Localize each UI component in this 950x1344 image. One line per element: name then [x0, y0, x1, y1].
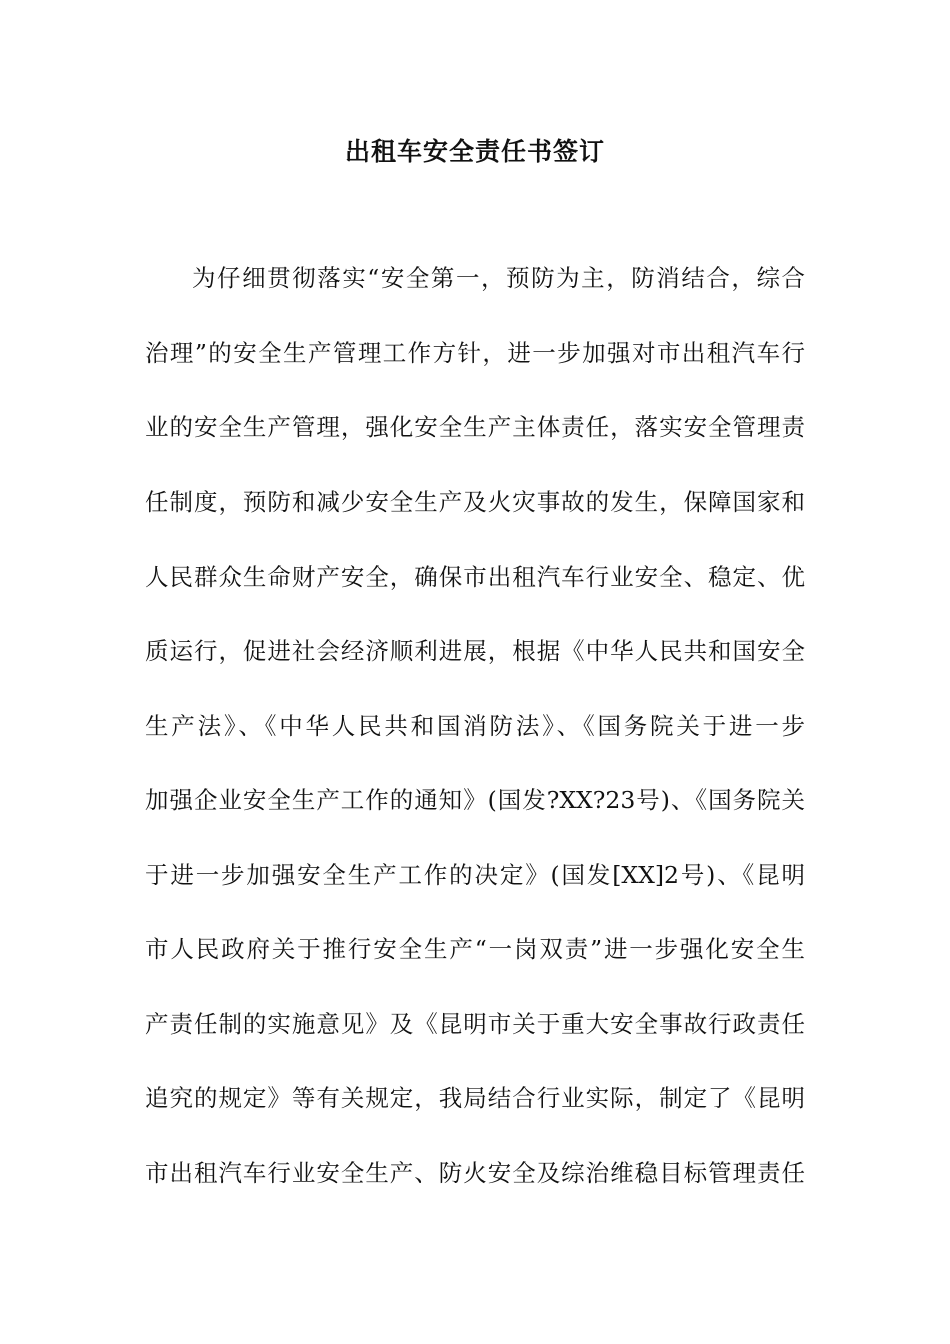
- page-title: 出租车安全责任书签订: [344, 137, 605, 166]
- paragraph-line-6: 质运行，促进社会经济顺利进展，根据《中华人民共和国安全: [145, 637, 805, 665]
- paragraph-line-2: 治理”的安全生产管理工作方针，进一步加强对市出租汽车行: [145, 339, 805, 367]
- paragraph-line-1: 为仔细贯彻落实“安全第一，预防为主，防消结合，综合: [192, 264, 805, 292]
- paragraph-line-13: 市出租汽车行业安全生产、防火安全及综治维稳目标管理责任: [145, 1159, 805, 1187]
- paragraph-line-3: 业的安全生产管理，强化安全生产主体责任，落实安全管理责: [145, 413, 805, 441]
- paragraph-line-9: 于进一步加强安全生产工作的决定》(国发[XX]2号)、《昆明: [145, 861, 805, 889]
- paragraph-line-11: 产责任制的实施意见》及《昆明市关于重大安全事故行政责任: [145, 1010, 805, 1038]
- paragraph-line-12: 追究的规定》等有关规定，我局结合行业实际，制定了《昆明: [145, 1084, 805, 1112]
- paragraph-line-10: 市人民政府关于推行安全生产“一岗双责”进一步强化安全生: [145, 935, 805, 963]
- paragraph-line-5: 人民群众生命财产安全，确保市出租汽车行业安全、稳定、优: [145, 563, 805, 591]
- paragraph-line-7: 生产法》、《中华人民共和国消防法》、《国务院关于进一步: [145, 712, 805, 740]
- paragraph-line-4: 任制度，预防和减少安全生产及火灾事故的发生，保障国家和: [145, 488, 805, 516]
- paragraph-line-8: 加强企业安全生产工作的通知》(国发?XX?23号)、《国务院关: [145, 786, 805, 814]
